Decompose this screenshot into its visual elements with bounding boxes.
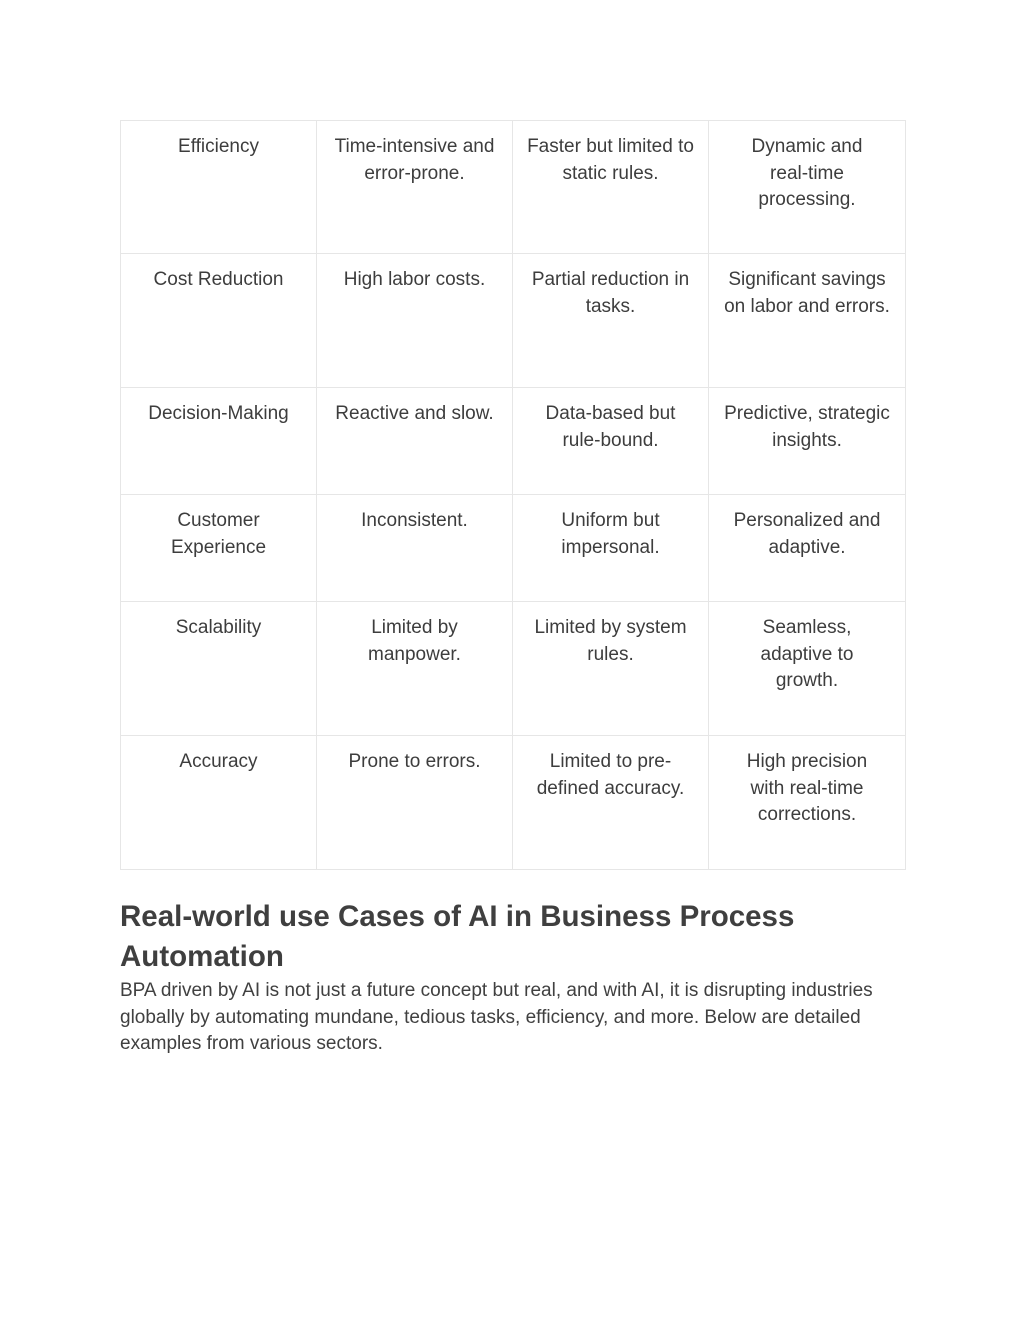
- table-cell-ai: [709, 736, 906, 870]
- cell-text: Limited by system rules.: [534, 617, 687, 665]
- cell-text: Decision-Making: [148, 403, 289, 424]
- table-row: [121, 121, 906, 254]
- cell-text: Accuracy: [179, 751, 258, 772]
- table-row: [121, 388, 906, 495]
- table-row: [121, 736, 906, 870]
- table-cell-manual: [317, 736, 513, 870]
- table-cell-manual: [317, 254, 513, 388]
- cell-text: Data-based but rule-bound.: [545, 403, 676, 451]
- cell-text: Prone to errors.: [348, 751, 481, 772]
- table-cell-traditional: [513, 602, 709, 736]
- table-cell-criterion: [121, 121, 317, 254]
- table-row: [121, 602, 906, 736]
- table-cell-criterion: [121, 254, 317, 388]
- table-cell-traditional: [513, 254, 709, 388]
- table-cell-manual: [317, 121, 513, 254]
- table-row: [121, 254, 906, 388]
- section-body: BPA driven by AI is not just a future concept but real, and with AI, it is disrupting industries globally by automating mundane, tedious tasks, efficiency, and more. Below are detailed examples from various sectors.: [120, 980, 873, 1055]
- table-cell-manual: [317, 495, 513, 602]
- table-cell-manual: [317, 388, 513, 495]
- cell-text: Reactive and slow.: [335, 403, 494, 424]
- cell-text: Partial reduction in tasks.: [531, 269, 690, 317]
- cell-text: High precision with real-time corrections.: [746, 751, 868, 826]
- section-heading: Real-world use Cases of AI in Business Process Automation: [120, 900, 795, 973]
- cell-text: High labor costs.: [343, 269, 486, 290]
- table-cell-ai: [709, 254, 906, 388]
- table-cell-criterion: [121, 736, 317, 870]
- cell-text: Limited by manpower.: [368, 617, 461, 665]
- cell-text: Efficiency: [178, 136, 259, 157]
- cell-text: Personalized and adaptive.: [733, 510, 881, 558]
- table-cell-traditional: [513, 121, 709, 254]
- cell-text: Customer Experience: [170, 510, 267, 558]
- table-cell-ai: [709, 495, 906, 602]
- cell-text: Time-intensive and error-prone.: [334, 136, 495, 184]
- cell-text: Predictive, strategic insights.: [724, 403, 890, 451]
- cell-text: Inconsistent.: [361, 510, 468, 531]
- cell-text: Significant savings on labor and errors.: [724, 269, 890, 317]
- table-cell-manual: [317, 602, 513, 736]
- table-cell-ai: [709, 602, 906, 736]
- table-cell-criterion: [121, 388, 317, 495]
- cell-text: Seamless, adaptive to growth.: [760, 617, 854, 692]
- cell-text: Limited to pre-defined accuracy.: [536, 751, 685, 799]
- cell-text: Faster but limited to static rules.: [527, 136, 694, 184]
- comparison-table: [120, 120, 906, 870]
- cell-text: Cost Reduction: [153, 269, 284, 290]
- cell-text: Dynamic and real-time processing.: [751, 136, 863, 211]
- cell-text: Uniform but impersonal.: [561, 510, 660, 558]
- table-cell-criterion: [121, 495, 317, 602]
- table-cell-ai: [709, 121, 906, 254]
- table-row: [121, 495, 906, 602]
- table-cell-ai: [709, 388, 906, 495]
- cell-text: Scalability: [175, 617, 262, 638]
- table-cell-criterion: [121, 602, 317, 736]
- table-cell-traditional: [513, 495, 709, 602]
- table-cell-traditional: [513, 736, 709, 870]
- table-cell-traditional: [513, 388, 709, 495]
